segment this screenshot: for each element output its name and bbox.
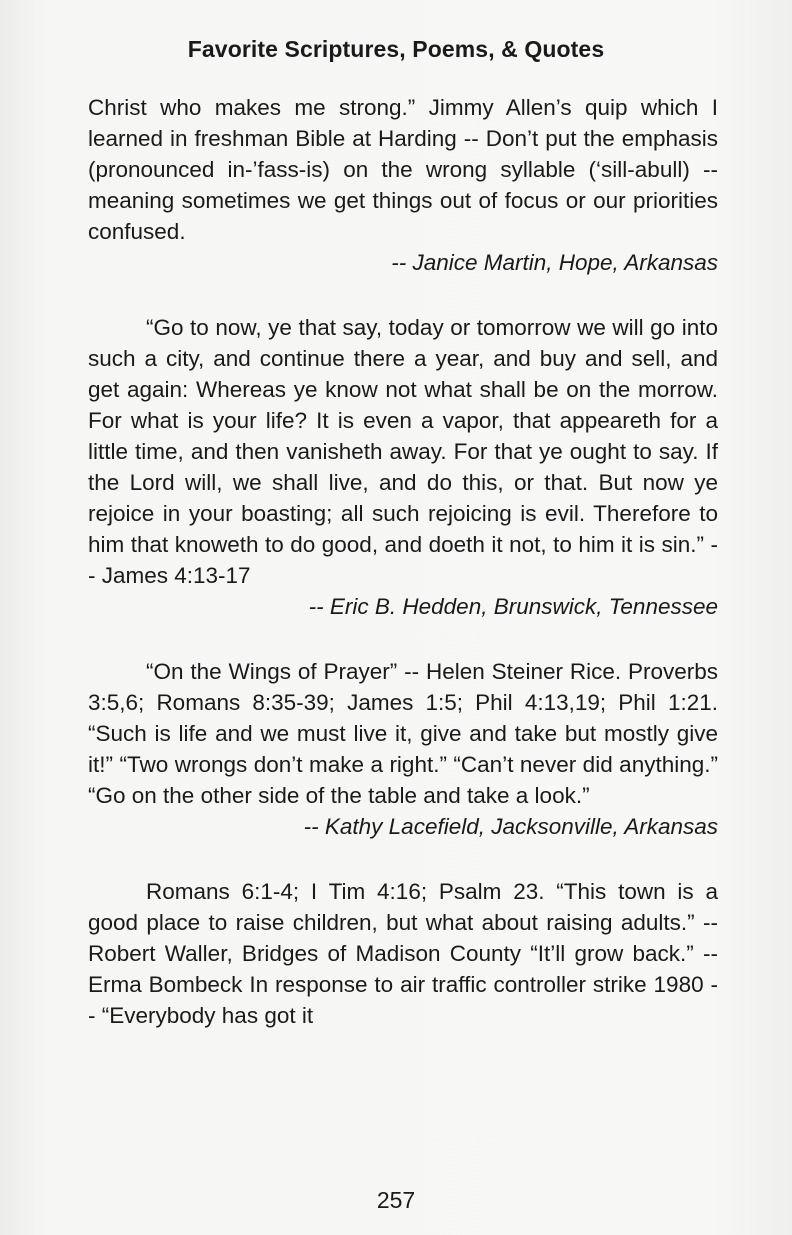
paragraph-gap xyxy=(88,842,718,876)
paragraph-gap xyxy=(88,622,718,656)
entry-text-1: Christ who makes me strong.” Jimmy Allen’s quip which I learned in freshman Bible at Harding -- Don’t put the emphasis (pronounced in-’fass-is) on the wrong syllable (‘sill-abull) -- meaning sometimes we get things out of focus or our priorities confused. xyxy=(88,95,718,244)
entry-attribution-1: -- Janice Martin, Hope, Arkansas xyxy=(391,250,718,275)
entry-text-4: Romans 6:1-4; I Tim 4:16; Psalm 23. “This town is a good place to raise children, but what about raising adults.” -- Robert Waller, Bridges of Madison County “It’ll grow back.” -- Erma Bombeck In response to air traffic controller strike 1980 -- “Everybody has got it xyxy=(88,879,718,1028)
entry-attribution-3: -- Kathy Lacefield, Jacksonville, Arkansas xyxy=(303,814,718,839)
paragraph-gap xyxy=(88,278,718,312)
running-header: Favorite Scriptures, Poems, & Quotes xyxy=(187,36,605,62)
entry-text-2: “Go to now, ye that say, today or tomorrow we will go into such a city, and continue there a year, and buy and sell, and get again: Whereas ye know not what shall be on the morrow. For what is your life? It is even a vapor, that appeareth for a little time, and then vanisheth away. For that ye ought to say. If the Lord will, we shall live, and do this, or that. But now ye rejoice in your boasting; all such rejoicing is evil. Therefore to him that knoweth to do good, and doeth it not, to him it is sin.” -- James 4:13-17 xyxy=(88,315,718,588)
page-number: 257 xyxy=(376,1187,416,1213)
entry-attribution-2: -- Eric B. Hedden, Brunswick, Tennessee xyxy=(308,594,718,619)
page-body xyxy=(88,92,718,1031)
entry-text-3: “On the Wings of Prayer” -- Helen Steiner Rice. Proverbs 3:5,6; Romans 8:35-39; James 1:5; Phil 4:13,19; Phil 1:21. “Such is life and we must live it, give and take but mostly give it!” “Two wrongs don’t make a right.” “Can’t never did anything.” “Go on the other side of the table and take a look.” xyxy=(88,659,718,808)
